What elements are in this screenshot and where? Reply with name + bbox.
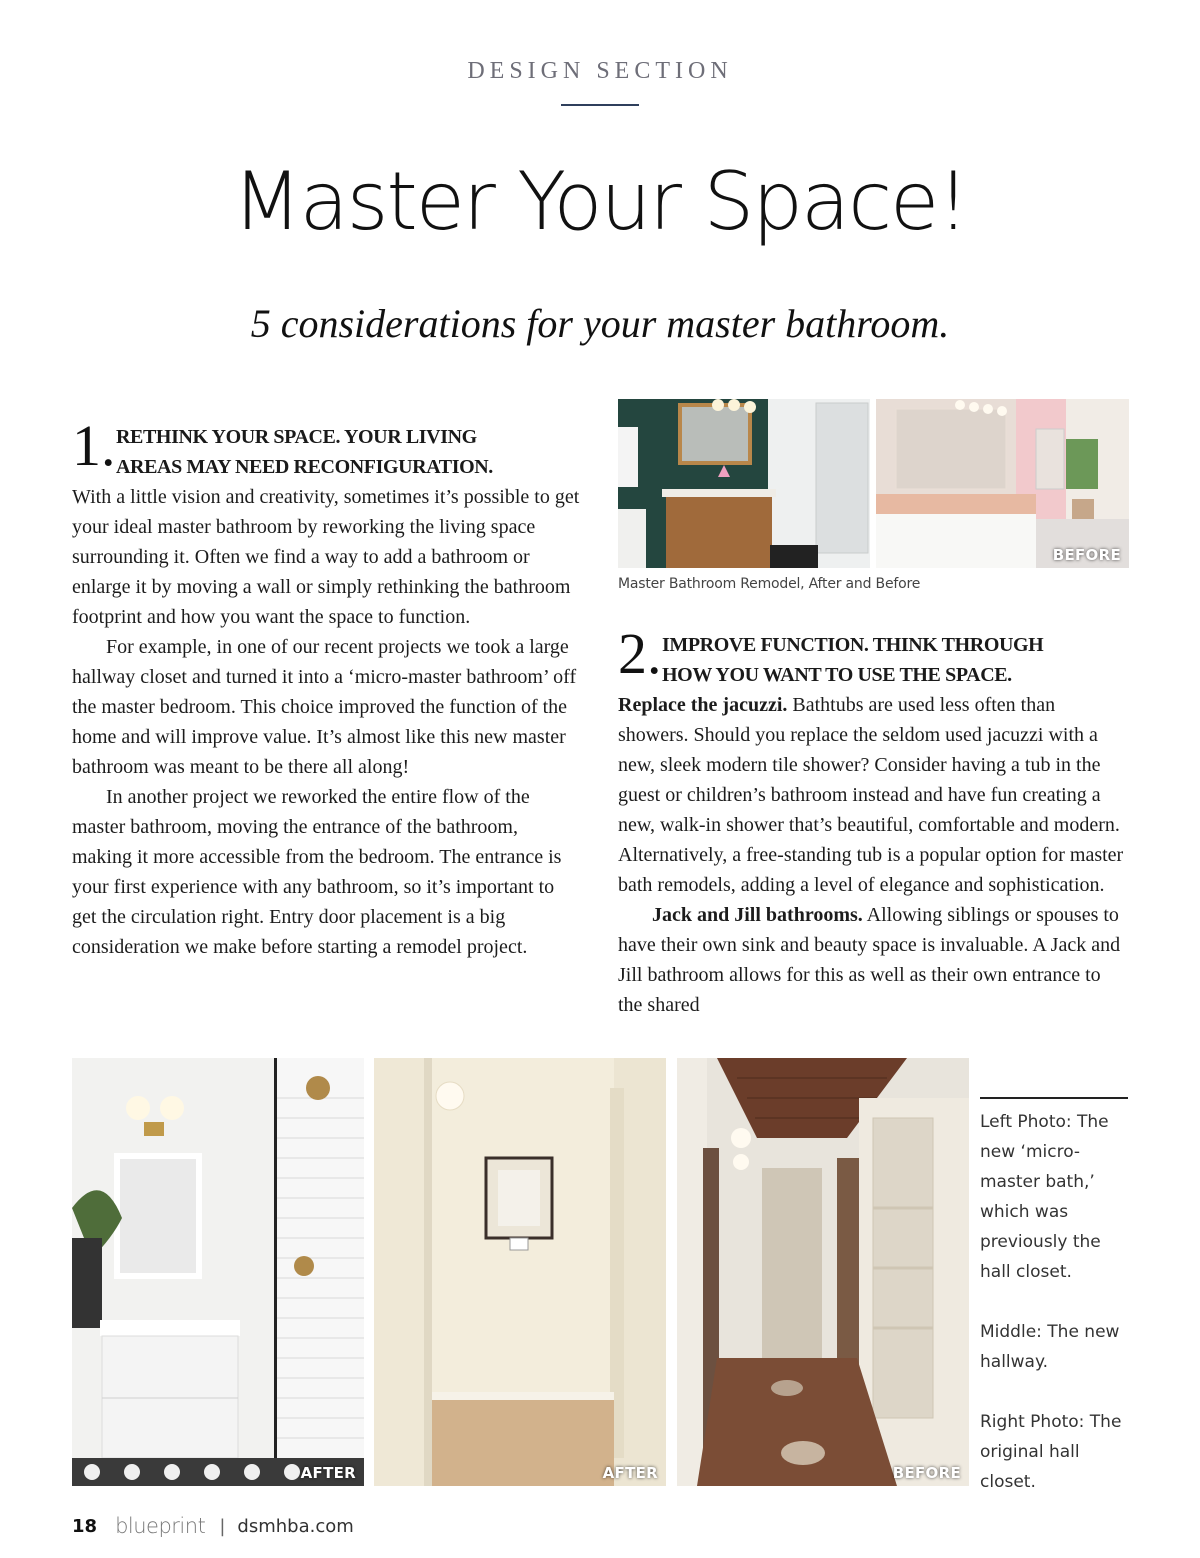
new-hallway-photo bbox=[374, 1058, 666, 1486]
section-2-paragraph-1-text: Bathtubs are used less often than showers. Should you replace the seldom used jacuzzi with a new, sleek modern tile shower? Consider having a tub in the guest or children’s bathroom instead and have fun creating a new, walk-in shower that’s beautiful, comfortable and modern. Alternatively, a free-standing tub is a popular option for master bath remodels, adding a level of elegance and sophistication. bbox=[618, 694, 1124, 896]
section-1-paragraph-3: In another project we reworked the entire flow of the master bathroom, moving the entrance of the bathroom, making it more accessible from the bedroom. The entrance is your first experience with any bathroom, so it’s important to get the circulation right. Entry door placement is a big consideration we make before starting a remodel project. bbox=[72, 786, 562, 958]
side-caption-left: Left Photo: The new ‘micro-master bath,’ which was previously the hall closet. bbox=[980, 1112, 1109, 1282]
section-2-heading-line-1: IMPROVE FUNCTION. THINK THROUGH bbox=[662, 634, 1044, 656]
section-2-paragraph-1 bbox=[618, 690, 1130, 900]
section-1 bbox=[72, 413, 582, 962]
section-1-heading-line-1: RETHINK YOUR SPACE. YOUR LIVING bbox=[116, 426, 477, 448]
before-bathroom-photo bbox=[876, 399, 1129, 568]
page-number: 18 bbox=[72, 1515, 98, 1537]
blueprint-logo: blueprint bbox=[115, 1514, 206, 1538]
section-1-paragraph-2: For example, in one of our recent projects we took a large hallway closet and turned it into a ‘micro-master bathroom’ off the master bedroom. This choice improved the function of the home and will improve value. It’s almost like this new master bathroom was meant to be there all along! bbox=[72, 636, 577, 778]
before-label: BEFORE bbox=[1052, 546, 1121, 564]
side-caption-right: Right Photo: The original hall closet. bbox=[980, 1412, 1122, 1492]
section-2-paragraph-1-lead: Replace the jacuzzi. bbox=[618, 694, 788, 716]
left-photo-label: AFTER bbox=[300, 1464, 356, 1482]
section-1-heading-line-2: AREAS MAY NEED RECONFIGURATION. bbox=[116, 456, 493, 478]
page-title: Master Your Space! bbox=[232, 155, 968, 248]
side-caption-middle: Middle: The new hallway. bbox=[980, 1322, 1120, 1372]
micro-master-bath-photo bbox=[72, 1058, 364, 1486]
photo-caption: Master Bathroom Remodel, After and Before bbox=[618, 576, 921, 592]
section-label: DESIGN SECTION bbox=[467, 58, 733, 84]
section-2-paragraph-2-lead: Jack and Jill bathrooms. bbox=[652, 904, 863, 926]
original-hall-closet-photo bbox=[677, 1058, 969, 1486]
middle-photo-label: AFTER bbox=[602, 1464, 658, 1482]
section-1-heading bbox=[72, 413, 582, 482]
section-divider bbox=[561, 104, 639, 106]
side-caption bbox=[980, 1107, 1130, 1527]
section-2-paragraph-2-text: Allowing siblings or spouses to have their own sink and beauty space is invaluable. A Jack and Jill bathroom allows for this as well as their own entrance to the shared bbox=[618, 904, 1121, 1016]
section-2 bbox=[618, 621, 1130, 1020]
right-photo-label: BEFORE bbox=[892, 1464, 961, 1482]
section-2-paragraph-2 bbox=[618, 900, 1130, 1020]
section-2-heading-line-2: HOW YOU WANT TO USE THE SPACE. bbox=[662, 664, 1012, 686]
side-caption-rule bbox=[980, 1097, 1128, 1099]
page-footer bbox=[72, 1514, 354, 1538]
section-2-number: 2. bbox=[618, 621, 662, 686]
section-1-paragraph-1: With a little vision and creativity, sometimes it’s possible to get your ideal master bathroom by reworking the living space surrounding it. Often we find a way to add a bathroom or enlarge it by moving a wall or simply rethinking the bathroom footprint and how you want the space to function. bbox=[72, 486, 580, 628]
after-bathroom-photo bbox=[618, 399, 870, 568]
section-1-number: 1. bbox=[72, 413, 116, 478]
footer-separator: | bbox=[219, 1515, 226, 1537]
section-2-heading bbox=[618, 621, 1130, 690]
page-subtitle: 5 considerations for your master bathroom. bbox=[250, 301, 950, 346]
website-link[interactable]: dsmhba.com bbox=[237, 1515, 354, 1537]
